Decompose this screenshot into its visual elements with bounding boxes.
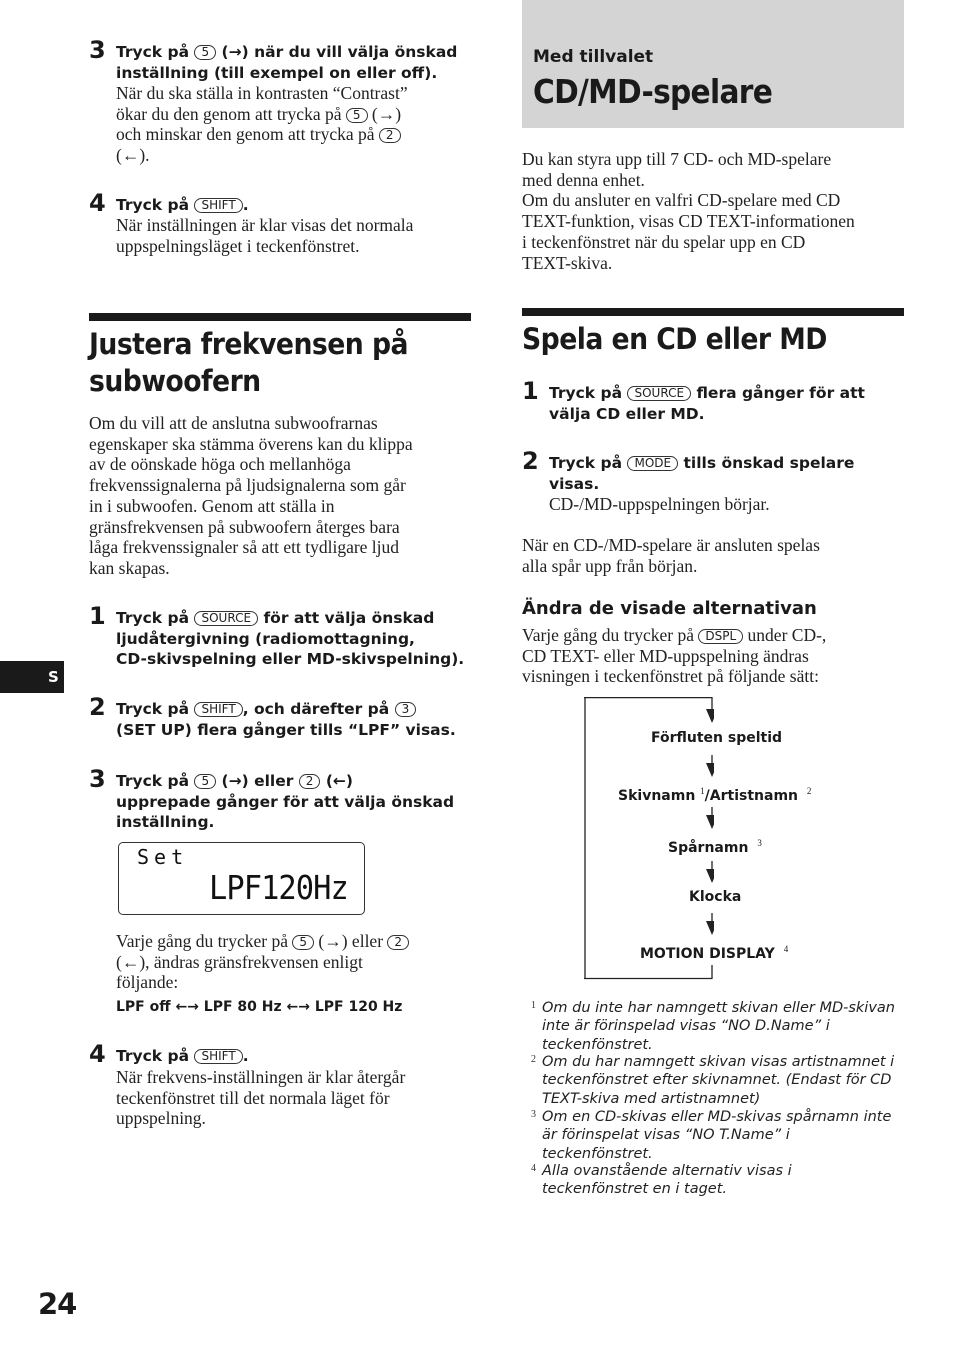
- step-text: inställning (till exempel on eller off).: [116, 63, 438, 82]
- section-intro: [522, 149, 907, 273]
- footnote-line: Om du har namngett skivan visas artistnamnet i: [542, 1054, 895, 1070]
- body-line: Varje gång du trycker på: [522, 625, 695, 645]
- step-text: ljudåtergivning (radiomottagning,: [116, 629, 415, 648]
- step-body: CD-/MD-uppspelningen börjar.: [549, 494, 770, 514]
- body-line: (→): [371, 103, 402, 124]
- lpf-sequence: LPF off ←→ LPF 80 Hz ←→ LPF 120 Hz: [116, 999, 403, 1015]
- footnote-line: teckenfönstret.: [542, 1145, 653, 1162]
- step-text: upprepade gånger för att välja önskad: [116, 792, 455, 811]
- section-title: Spela en CD eller MD: [522, 322, 827, 356]
- paragraph: [522, 625, 907, 687]
- footnote-line: Alla ovanstående alternativ visas i: [542, 1163, 792, 1179]
- step-number: 3: [89, 765, 106, 793]
- step-number: 2: [89, 693, 106, 721]
- body-line: låga frekvenssignaler så att ett tydligare ljud: [89, 537, 400, 558]
- step-text: flera gånger för att: [696, 384, 865, 402]
- shift-key-icon: SHIFT: [194, 1049, 242, 1064]
- footnote-ref: 2: [806, 786, 812, 796]
- body-line: (←), ändras gränsfrekvensen enligt: [116, 951, 363, 972]
- step-instruction: [549, 383, 909, 424]
- header-title: CD/MD-spelare: [533, 72, 773, 111]
- body-line: uppspelning.: [116, 1108, 206, 1129]
- body-line: CD TEXT- eller MD-uppspelning ändras: [522, 645, 809, 666]
- step-text: tills önskad spelare: [683, 454, 855, 472]
- footnote-line: är förinspelat visas “NO T.Name” i: [542, 1127, 790, 1144]
- body-line: följande:: [116, 972, 179, 993]
- footnote-line: teckenfönstret efter skivnamnet. (Endast för CD: [542, 1072, 892, 1089]
- lcd-line-2: LPF120Hz: [209, 868, 348, 907]
- body-line: in i subwoofen. Genom att ställa in: [89, 495, 335, 516]
- step-text: Tryck på: [116, 700, 190, 718]
- step-instruction: [116, 608, 481, 670]
- cycle-item-motion-display: [640, 941, 788, 962]
- step-text: Tryck på: [549, 384, 623, 402]
- cycle-item-track-name: [668, 835, 762, 856]
- key-5-icon: 5: [292, 935, 314, 950]
- page-number: 24: [38, 1287, 77, 1321]
- cycle-item-text: Spårnamn: [668, 840, 749, 856]
- step-instruction: [116, 195, 476, 216]
- footnote-number: 4: [531, 1163, 536, 1174]
- footnote: [542, 1053, 907, 1108]
- source-key-icon: SOURCE: [627, 386, 691, 401]
- step-text: Tryck på: [116, 609, 190, 627]
- body-line: När frekvens-inställningen är klar återgår: [116, 1067, 406, 1087]
- section-rule: [89, 313, 471, 321]
- key-5-icon: 5: [194, 774, 216, 789]
- step-text: .: [242, 1047, 249, 1065]
- step-number: 4: [89, 189, 106, 217]
- body-line: Varje gång du trycker på: [116, 931, 289, 951]
- body-line: och minskar den genom att trycka på: [116, 124, 375, 145]
- body-line: När du ska ställa in kontrasten “Contrast”: [116, 83, 408, 103]
- lcd-line-1: Set: [137, 845, 189, 869]
- key-3-icon: 3: [395, 702, 417, 717]
- footnote: [542, 1108, 907, 1163]
- footnote-ref: 3: [757, 838, 762, 848]
- paragraph: [522, 535, 907, 576]
- body-line: gränsfrekvensen på subwoofern återges bara: [89, 516, 400, 537]
- key-2-icon: 2: [299, 774, 321, 789]
- mode-key-icon: MODE: [627, 456, 678, 471]
- body-line: egenskaper ska stämma överens kan du klippa: [89, 433, 413, 454]
- footnote-number: 3: [531, 1109, 536, 1120]
- section-title: [89, 326, 475, 400]
- section-rule: [522, 308, 904, 316]
- body-line: kan skapas.: [89, 557, 170, 578]
- body-line: visningen i teckenfönstret på följande sätt:: [522, 666, 819, 687]
- step-text: (→) när du vill välja önskad: [221, 43, 458, 61]
- body-line: (→) eller: [318, 931, 384, 951]
- title-line: Justera frekvensen på: [89, 327, 408, 361]
- footnote-line: teckenfönstret en i taget.: [542, 1181, 728, 1198]
- body-line: teckenfönstret till det normala läget för: [116, 1087, 390, 1108]
- step-text: (SET UP) flera gånger tills “LPF” visas.: [116, 720, 456, 739]
- body-line: TEXT-funktion, visas CD TEXT-informationen: [522, 211, 855, 232]
- step-instruction: [116, 699, 481, 740]
- title-line: subwoofern: [89, 364, 261, 398]
- body-line: alla spår upp från början.: [522, 555, 698, 576]
- step-text: , och därefter på: [242, 700, 390, 718]
- step-text: Tryck på: [116, 196, 190, 214]
- step-body: [116, 215, 476, 256]
- step-text: CD-skivspelning eller MD-skivspelning).: [116, 650, 465, 668]
- cycle-item-clock: Klocka: [689, 889, 742, 905]
- footnote-line: teckenfönstret.: [542, 1036, 653, 1053]
- body-line: När en CD-/MD-spelare är ansluten spelas: [522, 535, 820, 555]
- cycle-item-text: Skivnamn: [618, 788, 696, 804]
- body-line: Du kan styra upp till 7 CD- och MD-spelare: [522, 149, 832, 169]
- footnote: [542, 999, 907, 1054]
- step-body: [116, 83, 476, 166]
- key-5-icon: 5: [194, 45, 216, 60]
- footnote-line: Om du inte har namngett skivan eller MD-skivan: [542, 1000, 895, 1016]
- body-line: När inställningen är klar visas det normala: [116, 215, 414, 235]
- step-body: [116, 1067, 481, 1129]
- step-number: 2: [522, 447, 539, 475]
- step-text: (←): [325, 772, 353, 790]
- language-tab-label: S: [48, 668, 59, 686]
- step-number: 1: [522, 377, 539, 405]
- footnote-number: 1: [531, 1000, 536, 1011]
- body-line: TEXT-skiva.: [522, 252, 613, 273]
- footnote-number: 2: [531, 1054, 536, 1065]
- step-text: Tryck på: [116, 772, 190, 790]
- step-text: .: [242, 196, 249, 214]
- language-tab: [0, 661, 64, 693]
- step-text: inställning.: [116, 813, 215, 831]
- footnote-line: Om en CD-skivas eller MD-skivas spårnamn inte: [542, 1109, 892, 1125]
- step-text: (→) eller: [221, 772, 294, 790]
- cycle-item-elapsed-time: Förfluten speltid: [651, 730, 783, 746]
- step-number: 3: [89, 36, 106, 64]
- header-subtitle: Med tillvalet: [533, 47, 654, 67]
- shift-key-icon: SHIFT: [194, 198, 242, 213]
- key-2-icon: 2: [379, 128, 401, 143]
- body-line: (←).: [116, 145, 150, 166]
- source-key-icon: SOURCE: [194, 611, 258, 626]
- footnote: [542, 1162, 907, 1199]
- dspl-key-icon: DSPL: [698, 629, 743, 644]
- step-instruction: [549, 453, 909, 494]
- step-instruction: [116, 1046, 481, 1067]
- footnote-line: inte är förinspelad visas “NO D.Name” i: [542, 1018, 830, 1035]
- step-text: Tryck på: [116, 1047, 190, 1065]
- shift-key-icon: SHIFT: [194, 702, 242, 717]
- step-text: visas.: [549, 474, 600, 493]
- step-text: välja CD eller MD.: [549, 404, 705, 423]
- footnote-ref: 1: [700, 786, 705, 796]
- step-body: [116, 931, 481, 993]
- body-line: av de oönskade höga och mellanhöga: [89, 454, 351, 475]
- body-line: frekvenssignalerna på ljudsignalerna som går: [89, 475, 406, 496]
- body-line: uppspelningsläget i teckenfönstret.: [116, 235, 360, 256]
- body-line: under CD-,: [747, 625, 827, 645]
- step-text: för att välja önskad: [263, 609, 435, 627]
- body-line: Om du ansluter en valfri CD-spelare med CD: [522, 190, 841, 211]
- cycle-item-text: MOTION DISPLAY: [640, 946, 775, 962]
- cycle-item-disc-artist-name: [618, 783, 811, 804]
- section-header-box: [522, 0, 904, 128]
- section-intro: [89, 413, 474, 579]
- body-line: i teckenfönstret när du spelar upp en CD: [522, 231, 806, 252]
- body-line: Om du vill att de anslutna subwoofrarnas: [89, 413, 378, 433]
- lcd-display: [118, 842, 365, 915]
- step-number: 1: [89, 602, 106, 630]
- body-line: ökar du den genom att trycka på: [116, 103, 342, 124]
- cycle-item-text: /Artistnamn: [704, 788, 799, 804]
- key-2-icon: 2: [387, 935, 409, 950]
- footnote-ref: 4: [783, 944, 789, 954]
- footnote-line: TEXT-skiva med artistnamnet): [542, 1090, 761, 1107]
- step-instruction: [116, 42, 476, 83]
- step-instruction: [116, 771, 481, 833]
- subheading: Ändra de visade alternativan: [522, 598, 817, 619]
- step-text: Tryck på: [116, 43, 190, 61]
- key-5-icon: 5: [346, 108, 368, 123]
- step-text: Tryck på: [549, 454, 623, 472]
- step-number: 4: [89, 1040, 106, 1068]
- body-line: med denna enhet.: [522, 169, 645, 190]
